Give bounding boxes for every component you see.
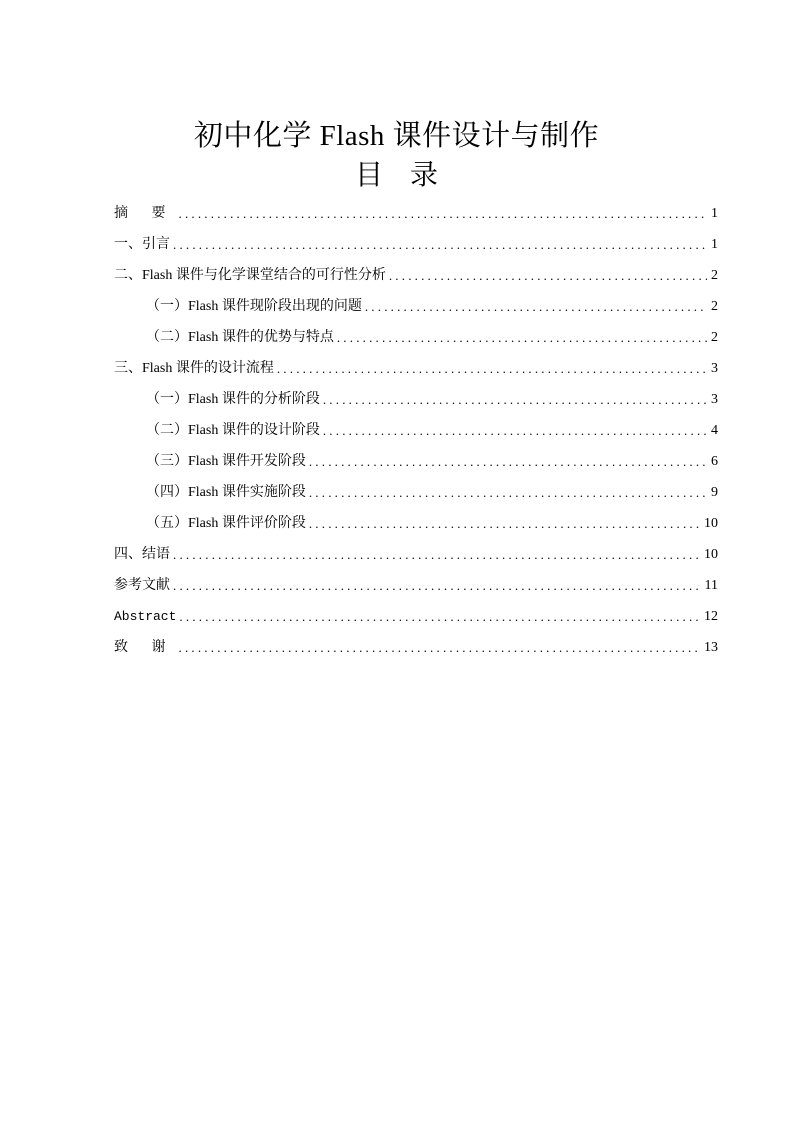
toc-dot-leader: [173, 229, 707, 260]
toc-entry[interactable]: [114, 198, 718, 229]
toc-dot-leader: [309, 446, 707, 477]
toc-dot-leader: [323, 415, 707, 446]
toc-entry-label: （二）Flash 课件的优势与特点: [146, 330, 334, 345]
toc-entry-page-number: 4: [711, 423, 718, 438]
toc-entry[interactable]: [114, 601, 718, 632]
toc-entry-page-number: 1: [711, 237, 718, 252]
toc-entry[interactable]: [114, 415, 718, 446]
toc-entry-label: 四、结语: [114, 547, 170, 562]
toc-entry-label: Abstract: [114, 609, 177, 624]
toc-entry[interactable]: [114, 446, 718, 477]
toc-entry-label: （二）Flash 课件的设计阶段: [146, 423, 320, 438]
toc-entry[interactable]: [114, 260, 718, 291]
toc-entry-label: （一）Flash 课件的分析阶段: [146, 392, 320, 407]
toc-entry-page-number: 2: [711, 299, 718, 314]
toc-dot-leader: [309, 508, 701, 539]
toc-dot-leader: [179, 198, 708, 229]
toc-entry[interactable]: [114, 632, 718, 663]
toc-entry-label: 致 谢: [114, 640, 176, 655]
toc-dot-leader: [389, 260, 707, 291]
toc-entry-label: （一）Flash 课件现阶段出现的问题: [146, 299, 362, 314]
toc-dot-leader: [365, 291, 707, 322]
document-title: 初中化学 Flash 课件设计与制作: [193, 120, 600, 152]
toc-entry-label: 二、Flash 课件与化学课堂结合的可行性分析: [114, 268, 386, 283]
toc-dot-leader: [309, 477, 707, 508]
toc-entry-label: （五）Flash 课件评价阶段: [146, 516, 306, 531]
toc-entry-page-number: 11: [704, 578, 718, 593]
toc-dot-leader: [337, 322, 707, 353]
toc-entry-page-number: 3: [711, 361, 718, 376]
toc-dot-leader: [323, 384, 707, 415]
toc-entry[interactable]: [114, 229, 718, 260]
toc-entry-page-number: 2: [711, 330, 718, 345]
toc-entry[interactable]: [114, 353, 718, 384]
toc-entry[interactable]: [114, 570, 718, 601]
toc-entry-page-number: 9: [711, 485, 718, 500]
toc-dot-leader: [173, 570, 702, 601]
toc-dot-leader: [173, 539, 701, 570]
toc-entry-label: 参考文献: [114, 578, 170, 593]
toc-entry-page-number: 13: [704, 640, 718, 655]
toc-entry-label: 一、引言: [114, 237, 170, 252]
toc-dot-leader: [277, 353, 707, 384]
toc-entry-page-number: 10: [704, 516, 718, 531]
toc-entry[interactable]: [114, 384, 718, 415]
toc-entry[interactable]: [114, 539, 718, 570]
toc-entry-label: 摘 要: [114, 206, 176, 221]
toc-dot-leader: [179, 601, 701, 632]
table-of-contents: [114, 198, 718, 663]
toc-entry[interactable]: [114, 508, 718, 539]
toc-entry-label: （四）Flash 课件实施阶段: [146, 485, 306, 500]
toc-entry[interactable]: [114, 322, 718, 353]
toc-entry-page-number: 3: [711, 392, 718, 407]
toc-entry-page-number: 1: [711, 206, 718, 221]
toc-entry[interactable]: [114, 291, 718, 322]
toc-entry-page-number: 10: [704, 547, 718, 562]
toc-heading: 目 录: [354, 160, 448, 191]
toc-entry-page-number: 2: [711, 268, 718, 283]
toc-entry-label: （三）Flash 课件开发阶段: [146, 454, 306, 469]
toc-entry-label: 三、Flash 课件的设计流程: [114, 361, 274, 376]
toc-entry-page-number: 12: [704, 609, 718, 624]
toc-entry-page-number: 6: [711, 454, 718, 469]
toc-entry[interactable]: [114, 477, 718, 508]
toc-dot-leader: [179, 632, 702, 663]
